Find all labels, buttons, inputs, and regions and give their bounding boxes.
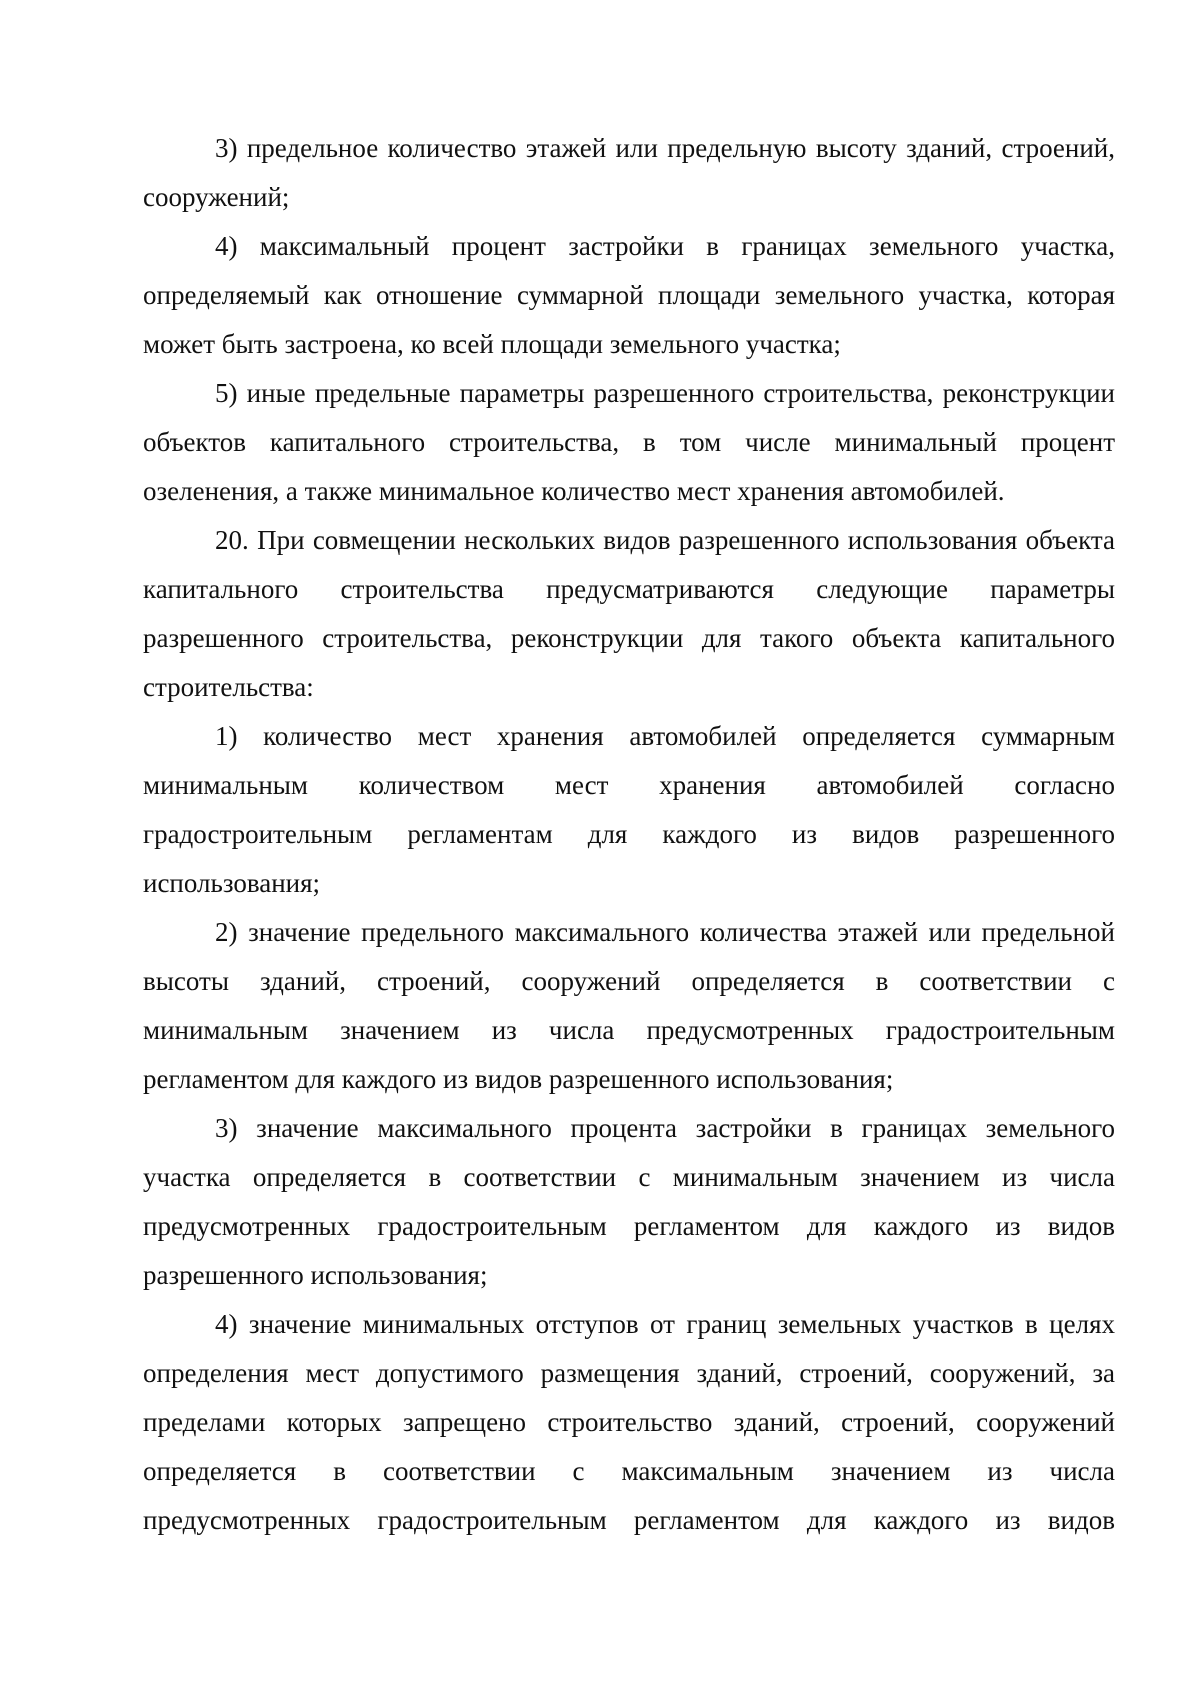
- paragraph-3-max-building-percentage: 3) значение максимального процента застройки в границах земельного участка определяется в соответствии с минимальным значением из числа предусмотренных градостроительным регламентом для каждого из видов разрешенного использования;: [143, 1113, 1115, 1290]
- paragraph-4-building-percentage: 4) максимальный процент застройки в границах земельного участка, определяемый как отношение суммарной площади земельного участка, которая может быть застроена, ко всей площади земельного участка;: [143, 231, 1115, 359]
- paragraph-20-combined-use: 20. При совмещении нескольких видов разрешенного использования объекта капитального строительства предусматриваются следующие параметры разрешенного строительства, реконструкции для такого объекта капитального строительства:: [143, 525, 1115, 702]
- paragraph-5-other-parameters: 5) иные предельные параметры разрешенного строительства, реконструкции объектов капитального строительства, в том числе минимальный процент озеленения, а также минимальное количество мест хранения автомобилей.: [143, 378, 1115, 506]
- paragraph-2-max-floors: 2) значение предельного максимального количества этажей или предельной высоты зданий, строений, сооружений определяется в соответствии с минимальным значением из числа предусмотренных градостроительным регламентом для каждого из видов разрешенного использования;: [143, 917, 1115, 1094]
- paragraph-3-floors-height: 3) предельное количество этажей или предельную высоту зданий, строений, сооружений;: [143, 133, 1115, 212]
- paragraph-4-min-setbacks: 4) значение минимальных отступов от границ земельных участков в целях определения мест допустимого размещения зданий, строений, сооружений, за пределами которых запрещено строительство зданий, строений, сооружений определяется в соответствии с максимальным значением из числа предусмотренных градостроительным регламентом для каждого из видов: [143, 1309, 1115, 1535]
- paragraph-1-parking-spaces: 1) количество мест хранения автомобилей определяется суммарным минимальным количеством мест хранения автомобилей согласно градостроительным регламентам для каждого из видов разрешенного использования;: [143, 721, 1115, 898]
- document-body: [143, 124, 1115, 1545]
